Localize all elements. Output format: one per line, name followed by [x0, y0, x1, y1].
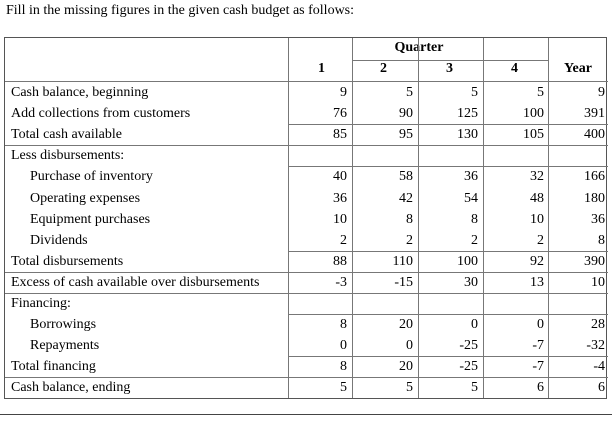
quarter-group-header: Quarter: [394, 40, 444, 55]
table-cell: 0: [537, 317, 544, 333]
question-prompt: Fill in the missing figures in the given cash budget as follows:: [6, 3, 355, 18]
row-label: Total financing: [11, 359, 96, 375]
table-cell: 0: [471, 317, 478, 333]
table-cell: 10: [530, 211, 544, 227]
table-cell: 10: [333, 211, 347, 227]
table-cell: 390: [584, 253, 605, 269]
table-cell: 0: [340, 338, 347, 354]
row-label: Borrowings: [30, 317, 97, 333]
table-cell: -3: [335, 274, 347, 290]
column-divider: [288, 38, 289, 398]
row-label: Purchase of inventory: [30, 169, 153, 185]
table-cell: 58: [399, 169, 413, 185]
column-divider: [548, 38, 549, 398]
table-cell: 130: [457, 127, 478, 143]
row-rule: [5, 293, 608, 294]
table-cell: 105: [523, 127, 544, 143]
table-cell: 2: [340, 232, 347, 248]
column-header-q1: 1: [318, 61, 325, 76]
row-label: Excess of cash available over disbursements: [11, 274, 260, 290]
row-label: Cash balance, beginning: [11, 85, 149, 100]
column-header-q3: 3: [446, 61, 453, 76]
cash-budget-table: [4, 37, 607, 399]
row-label: Financing:: [11, 296, 71, 311]
table-cell: 125: [457, 106, 478, 122]
table-cell: 92: [530, 253, 544, 269]
table-cell: 100: [523, 106, 544, 122]
column-header-q4: 4: [511, 61, 518, 76]
table-cell: 5: [406, 85, 413, 100]
table-cell: -25: [459, 338, 478, 354]
table-cell: 10: [591, 274, 605, 290]
table-cell: 28: [591, 317, 605, 333]
table-cell: 2: [471, 232, 478, 248]
row-label: Cash balance, ending: [11, 380, 131, 396]
table-cell: 85: [333, 127, 347, 143]
table-cell: -25: [459, 359, 478, 375]
table-cell: 8: [340, 317, 347, 333]
table-cell: 9: [598, 85, 605, 100]
table-cell: 13: [530, 274, 544, 290]
table-cell: 48: [530, 190, 544, 206]
table-cell: 2: [537, 232, 544, 248]
row-label: Total cash available: [11, 127, 122, 143]
table-cell: 88: [333, 253, 347, 269]
table-cell: 400: [584, 127, 605, 143]
table-cell: 8: [598, 232, 605, 248]
table-cell: 32: [530, 169, 544, 185]
table-cell: -15: [394, 274, 413, 290]
row-label: Less disbursements:: [11, 148, 125, 164]
row-label: Total disbursements: [11, 253, 124, 269]
table-cell: 5: [471, 85, 478, 100]
table-cell: 110: [392, 253, 413, 269]
column-divider: [418, 38, 419, 398]
table-cell: 9: [340, 85, 347, 100]
column-divider: [352, 38, 353, 398]
table-cell: 8: [471, 211, 478, 227]
row-label: Add collections from customers: [11, 106, 191, 122]
table-cell: 2: [406, 232, 413, 248]
table-cell: 391: [584, 106, 605, 122]
table-cell: -7: [532, 338, 544, 354]
table-cell: 30: [464, 274, 478, 290]
table-cell: 8: [340, 359, 347, 375]
table-cell: 6: [598, 380, 605, 396]
table-cell: 54: [464, 190, 478, 206]
table-cell: 166: [584, 169, 605, 185]
table-cell: 5: [340, 380, 347, 396]
column-divider: [483, 38, 484, 398]
table-cell: 180: [584, 190, 605, 206]
table-cell: 6: [537, 380, 544, 396]
table-cell: 76: [333, 106, 347, 122]
row-label: Repayments: [30, 338, 100, 354]
table-cell: 20: [399, 317, 413, 333]
table-cell: 20: [399, 359, 413, 375]
row-label: Dividends: [30, 232, 88, 248]
table-cell: 100: [457, 253, 478, 269]
table-cell: 36: [464, 169, 478, 185]
table-cell: 40: [333, 169, 347, 185]
row-label: Equipment purchases: [30, 211, 151, 227]
table-cell: 8: [406, 211, 413, 227]
row-label: Operating expenses: [30, 190, 141, 206]
table-cell: -4: [593, 359, 605, 375]
column-header-year: Year: [564, 61, 592, 76]
table-cell: 5: [406, 380, 413, 396]
header-rule: [5, 81, 608, 82]
table-cell: 90: [399, 106, 413, 122]
table-cell: 0: [406, 338, 413, 354]
table-cell: 5: [471, 380, 478, 396]
table-cell: 95: [399, 127, 413, 143]
table-cell: 5: [537, 85, 544, 100]
table-cell: 42: [399, 190, 413, 206]
table-cell: 36: [333, 190, 347, 206]
column-header-q2: 2: [380, 61, 387, 76]
table-cell: -32: [586, 338, 605, 354]
table-cell: -7: [532, 359, 544, 375]
bottom-rule: [0, 414, 612, 415]
table-cell: 36: [591, 211, 605, 227]
